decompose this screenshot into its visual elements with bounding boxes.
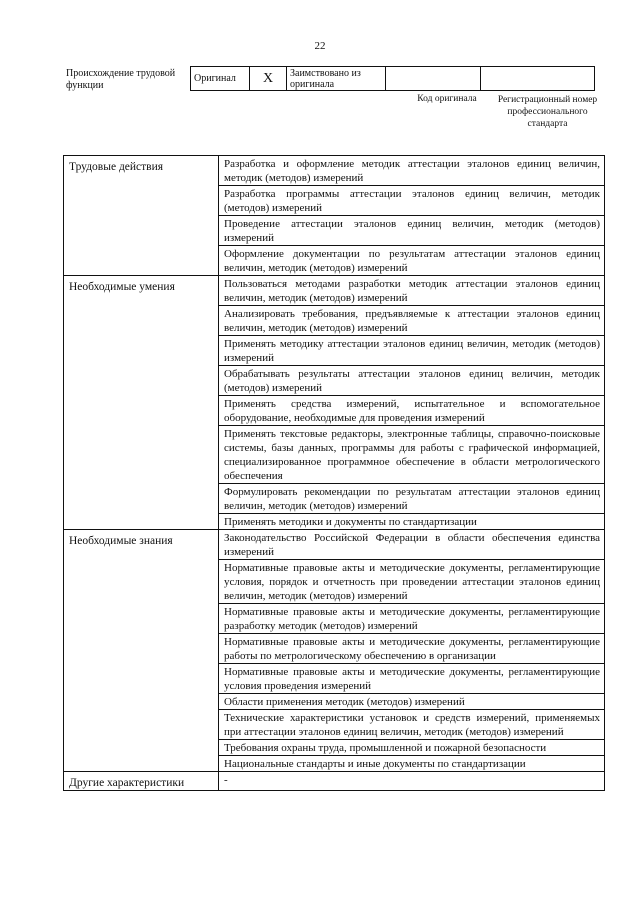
section-item: Пользоваться методами разработки методик аттестации эталонов единиц величин, методик (методов) измерений bbox=[219, 276, 605, 306]
original-label: Оригинал bbox=[191, 67, 250, 91]
section-item: Проведение аттестации эталонов единиц величин, методик (методов) измерений bbox=[219, 216, 605, 246]
section-item: Применять текстовые редакторы, электронные таблицы, справочно-поисковые системы, базы данных, программы для работы с графической информацией, специализированное программное обеспечение в области метрологического обеспечения bbox=[219, 426, 605, 484]
table-row bbox=[64, 530, 605, 560]
section-item: Области применения методик (методов) измерений bbox=[219, 694, 605, 710]
original-code-caption: Код оригинала bbox=[417, 94, 477, 104]
page-number: 22 bbox=[314, 40, 326, 52]
section-item: Обрабатывать результаты аттестации эталонов единиц величин, методик (методов) измерений bbox=[219, 366, 605, 396]
original-code-cell bbox=[386, 67, 481, 91]
section-item: Применять методику аттестации эталонов единиц величин, методик (методов) измерений bbox=[219, 336, 605, 366]
section-item: Требования охраны труда, промышленной и пожарной безопасности bbox=[219, 740, 605, 756]
section-title: Необходимые умения bbox=[64, 276, 219, 530]
section-item: Применять методики и документы по стандартизации bbox=[219, 514, 605, 530]
origin-table bbox=[190, 66, 595, 91]
registration-number-caption: Регистрационный номер профессионального стандарта bbox=[497, 95, 598, 129]
section-item: Разработка программы аттестации эталонов единиц величин, методик (методов) измерений bbox=[219, 186, 605, 216]
table-row bbox=[64, 156, 605, 186]
section-item: Нормативные правовые акты и методические документы, регламентирующие разработку методик (методов) измерений bbox=[219, 604, 605, 634]
section-item: Оформление документации по результатам аттестации эталонов единиц величин, методик (методов) измерений bbox=[219, 246, 605, 276]
origin-label: Происхождение трудовой функции bbox=[66, 68, 176, 91]
original-mark: X bbox=[250, 67, 287, 91]
section-item: Формулировать рекомендации по результатам аттестации эталонов единиц величин, методик (методов) измерений bbox=[219, 484, 605, 514]
section-title: Трудовые действия bbox=[64, 156, 219, 276]
section-item: Национальные стандарты и иные документы по стандартизации bbox=[219, 756, 605, 772]
section-title: Другие характеристики bbox=[64, 772, 219, 791]
borrowed-label: Заимствовано из оригинала bbox=[287, 67, 386, 91]
section-item: Применять средства измерений, испытательное и вспомогательное оборудование, необходимые для проведения измерений bbox=[219, 396, 605, 426]
labor-function-table bbox=[63, 155, 605, 791]
table-row bbox=[64, 772, 605, 791]
section-item: Разработка и оформление методик аттестации эталонов единиц величин, методик (методов) измерений bbox=[219, 156, 605, 186]
table-row bbox=[64, 276, 605, 306]
section-item: Нормативные правовые акты и методические документы, регламентирующие условия, порядок и отчетность при проведении аттестации эталонов единиц величин, методик (методов) измерений bbox=[219, 560, 605, 604]
section-item: - bbox=[219, 772, 605, 791]
registration-number-cell bbox=[481, 67, 595, 91]
section-item: Нормативные правовые акты и методические документы, регламентирующие работы по метрологическому обеспечению в организации bbox=[219, 634, 605, 664]
section-title: Необходимые знания bbox=[64, 530, 219, 772]
section-item: Нормативные правовые акты и методические документы, регламентирующие условия проведения измерений bbox=[219, 664, 605, 694]
section-item: Законодательство Российской Федерации в области обеспечения единства измерений bbox=[219, 530, 605, 560]
section-item: Технические характеристики установок и средств измерений, применяемых при аттестации эталонов единиц величин, методик (методов) измерений bbox=[219, 710, 605, 740]
section-item: Анализировать требования, предъявляемые к аттестации эталонов единиц величин, методик (методов) измерений bbox=[219, 306, 605, 336]
